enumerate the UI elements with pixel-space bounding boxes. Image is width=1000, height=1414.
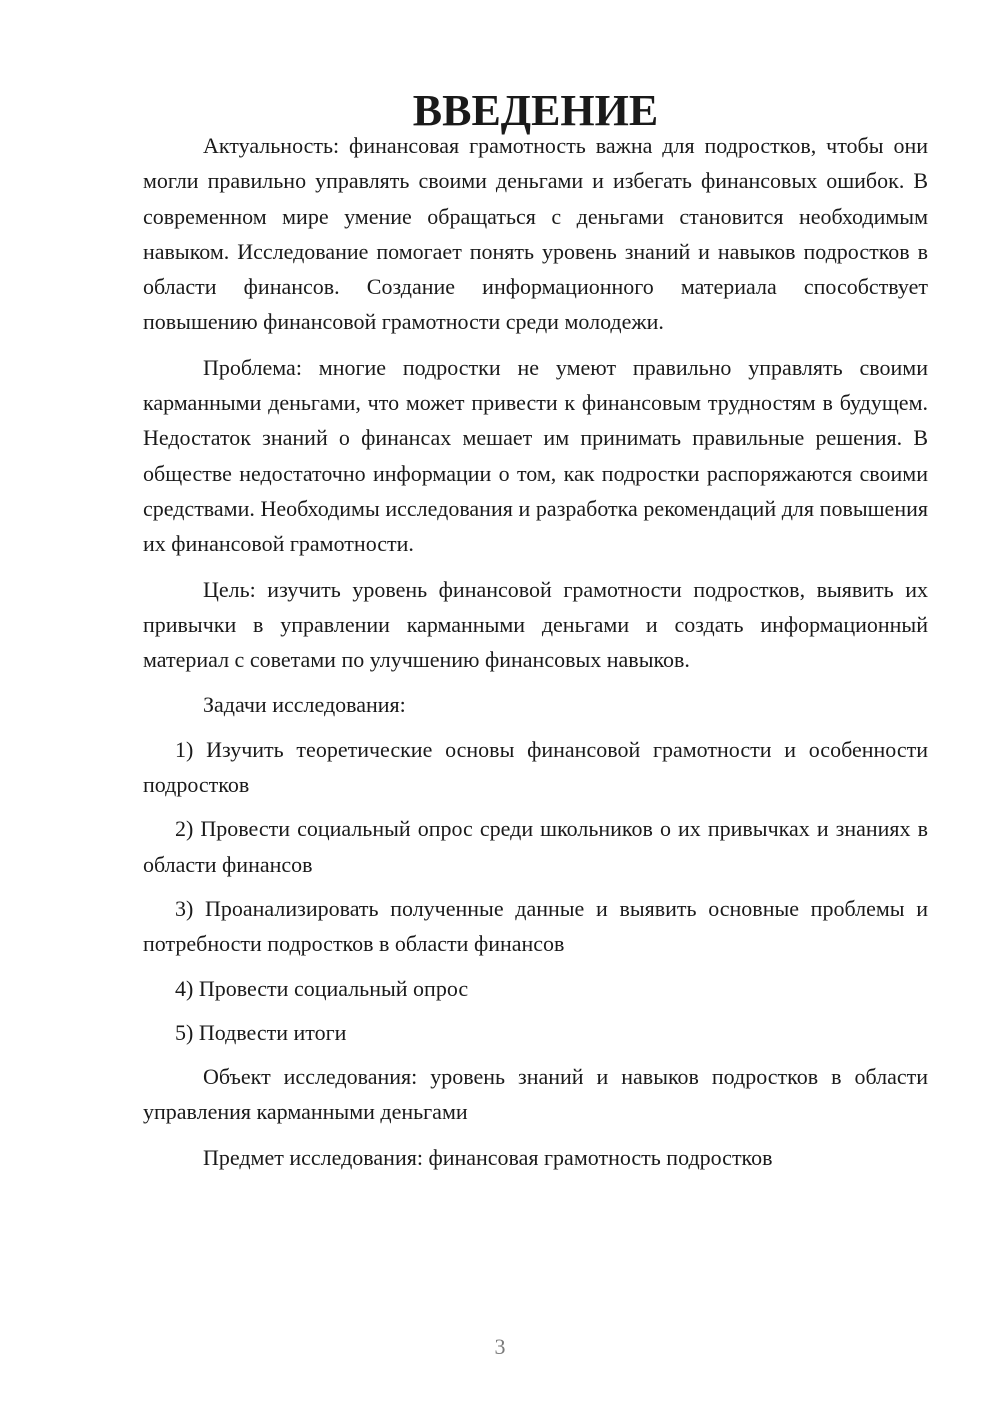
- page-number: 3: [494, 1334, 506, 1359]
- problem-paragraph: Проблема: многие подростки не умеют правильно управлять своими карманными деньгами, что может привести к финансовым трудностям в будущем. Недостаток знаний о финансах мешает им принимать правильные решения. В обществе недостаточно информации о том, как подростки распоряжаются своими средствами. Необходимы исследования и разработка рекомендаций для повышения их финансовой грамотности.: [143, 354, 928, 557]
- subject-paragraph: Предмет исследования: финансовая грамотность подростков: [203, 1144, 773, 1170]
- section-title: ВВЕДЕНИЕ: [412, 86, 659, 135]
- page-content: [143, 86, 928, 1185]
- relevance-paragraph: Актуальность: финансовая грамотность важна для подростков, чтобы они могли правильно управлять своими деньгами и избегать финансовых ошибок. В современном мире умение обращаться с деньгами становится необходимым навыком. Исследование помогает понять уровень знаний и навыков подростков в области финансов. Создание информационного материала способствует повышению финансовой грамотности среди молодежи.: [143, 133, 928, 335]
- goal-paragraph: Цель: изучить уровень финансовой грамотности подростков, выявить их привычки в управлении карманными деньгами и создать информационный материал с советами по улучшению финансовых навыков.: [143, 576, 928, 673]
- object-paragraph: Объект исследования: уровень знаний и навыков подростков в области управления карманными деньгами: [143, 1064, 928, 1125]
- task-item: 5) Подвести итоги: [175, 1019, 347, 1045]
- tasks-heading: Задачи исследования:: [203, 692, 406, 718]
- task-item: 1) Изучить теоретические основы финансовой грамотности и особенности подростков: [143, 736, 928, 798]
- task-item: 2) Провести социальный опрос среди школьников о их привычках и знаниях в области финансов: [143, 816, 928, 877]
- task-item: 3) Проанализировать полученные данные и выявить основные проблемы и потребности подростков в области финансов: [143, 895, 928, 957]
- task-item: 4) Провести социальный опрос: [175, 975, 469, 1001]
